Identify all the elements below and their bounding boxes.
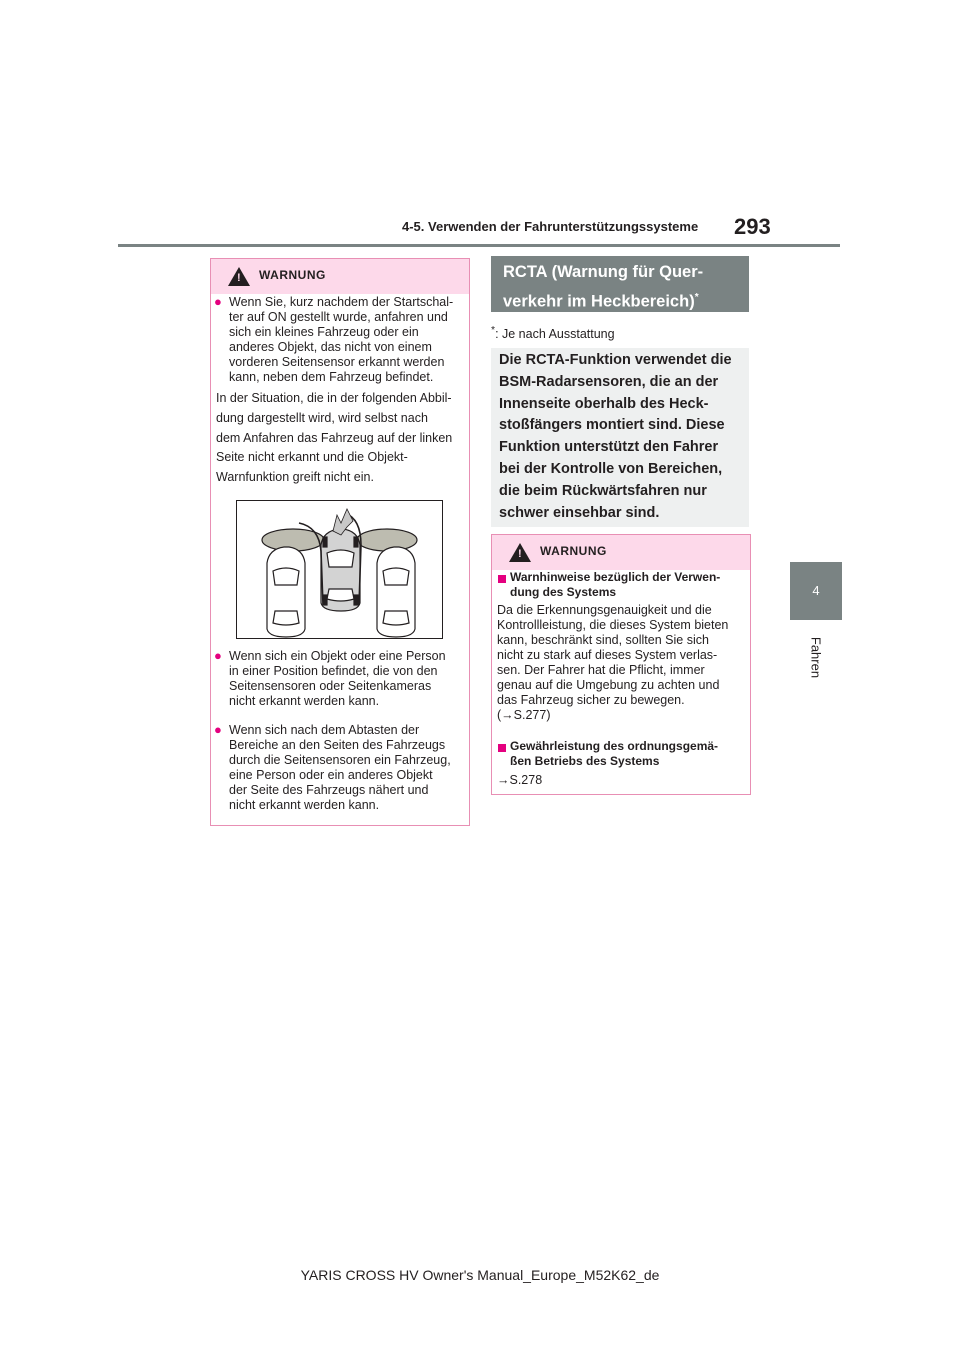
warning-subheading-2 xyxy=(510,739,718,769)
line: Da die Erkennungsgenauigkeit und die xyxy=(497,603,712,617)
line: dem Anfahren das Fahrzeug auf der linken xyxy=(216,430,453,445)
line: dung des Systems xyxy=(510,585,617,599)
line: genau auf die Umgebung zu achten und xyxy=(497,678,720,692)
footer-text: YARIS CROSS HV Owner's Manual_Europe_M52K62_de xyxy=(300,1267,660,1283)
line: dung dargestellt wird, wird selbst nach xyxy=(216,410,428,425)
line: in einer Position befindet, die von den xyxy=(229,664,438,678)
heading-text: verkehr im Heckbereich) xyxy=(503,292,695,311)
line: In der Situation, die in der folgenden Abbil- xyxy=(216,391,452,405)
exclamation-icon: ! xyxy=(237,272,241,284)
footnote-mark: * xyxy=(491,325,496,336)
line: Wenn sich ein Objekt oder eine Person xyxy=(229,649,446,663)
warning-paragraph xyxy=(216,389,452,488)
warning-header xyxy=(211,259,469,294)
square-bullet-icon xyxy=(498,575,506,583)
bullet-icon: ● xyxy=(214,722,222,737)
line: Seite nicht erkannt und die Objekt- xyxy=(216,450,408,465)
line: Die RCTA-Funktion verwendet die xyxy=(499,352,732,368)
warning-bullet-3 xyxy=(229,723,451,813)
warning-title: WARNUNG xyxy=(259,268,326,282)
line: Wenn Sie, kurz nachdem der Startschal- xyxy=(229,295,454,309)
parked-cars-image xyxy=(237,501,442,638)
warning-title: WARNUNG xyxy=(540,544,607,558)
line: Warnhinweise bezüglich der Verwen- xyxy=(510,570,721,584)
page-number: 293 xyxy=(734,214,771,239)
rcta-heading-line2 xyxy=(503,285,749,315)
footnote xyxy=(491,325,615,341)
line: durch die Seitensensoren ein Fahrzeug, xyxy=(229,753,451,767)
line: der Seite des Fahrzeugs nähert und xyxy=(229,783,429,797)
rcta-heading-line1: RCTA (Warnung für Quer- xyxy=(503,263,704,281)
chapter-label xyxy=(780,634,852,684)
line: Warnfunktion greift nicht ein. xyxy=(216,470,374,485)
rcta-intro-box xyxy=(491,348,749,527)
line: Innenseite oberhalb des Heck- xyxy=(499,395,709,412)
line: das Fahrzeug sicher zu bewegen. xyxy=(497,693,685,707)
bullet-icon: ● xyxy=(214,294,222,309)
line: eine Person oder ein anderes Objekt xyxy=(229,768,433,782)
warning-body-2: →S.278 xyxy=(497,773,543,787)
line: sich ein kleines Fahrzeug oder ein xyxy=(229,325,419,339)
line: (→S.277) xyxy=(497,708,551,722)
line: ßen Betriebs des Systems xyxy=(510,754,660,768)
line: Bereiche an den Seiten des Fahrzeugs xyxy=(229,738,446,752)
rcta-heading xyxy=(491,256,749,312)
warning-bullet-2 xyxy=(229,649,446,709)
line: vorderen Seitensensor erkannt werden xyxy=(229,355,445,369)
line: nicht zu stark auf dieses System verlas- xyxy=(497,648,718,662)
line: kann, beschränkt sind, sollten Sie sich xyxy=(497,633,709,647)
parking-illustration xyxy=(236,500,443,639)
line: ter auf ON gestellt wurde, anfahren und xyxy=(229,310,448,324)
warning-header xyxy=(492,535,750,570)
line: schwer einsehbar sind. xyxy=(499,504,660,521)
footnote-text: : Je nach Ausstattung xyxy=(495,327,615,342)
line: Wenn sich nach dem Abtasten der xyxy=(229,723,420,737)
line: sen. Der Fahrer hat die Pflicht, immer xyxy=(497,663,705,677)
line: Gewährleistung des ordnungsgemä- xyxy=(510,739,719,753)
warning-box-right xyxy=(491,534,751,795)
chapter-label-text: Fahren xyxy=(808,636,824,679)
line: kann, neben dem Fahrzeug befindet. xyxy=(229,370,434,384)
line: BSM-Radarsensoren, die an der xyxy=(499,373,719,390)
line: anderes Objekt, das nicht von einem xyxy=(229,340,432,354)
line: Seitensensoren oder Seitenkameras xyxy=(229,679,432,693)
chapter-tab: 4 xyxy=(790,562,842,620)
header-rule xyxy=(118,244,840,247)
warning-bullet-1 xyxy=(229,295,453,385)
bullet-icon: ● xyxy=(214,648,222,663)
line: bei der Kontrolle von Bereichen, xyxy=(499,460,723,477)
line: Kontrollleistung, die dieses System bieten xyxy=(497,618,729,632)
heading-mark: * xyxy=(694,292,699,303)
square-bullet-icon xyxy=(498,744,506,752)
section-title: 4-5. Verwenden der Fahrunterstützungssysteme xyxy=(402,219,699,234)
line: Funktion unterstützt den Fahrer xyxy=(499,439,719,456)
line: die beim Rückwärtsfahren nur xyxy=(499,482,707,499)
line: nicht erkannt werden kann. xyxy=(229,694,380,708)
exclamation-icon: ! xyxy=(518,548,522,560)
line: nicht erkannt werden kann. xyxy=(229,798,380,812)
warning-body-1 xyxy=(497,603,728,723)
line: stoßfängers montiert sind. Diese xyxy=(499,417,725,434)
warning-subheading-1 xyxy=(510,570,720,600)
